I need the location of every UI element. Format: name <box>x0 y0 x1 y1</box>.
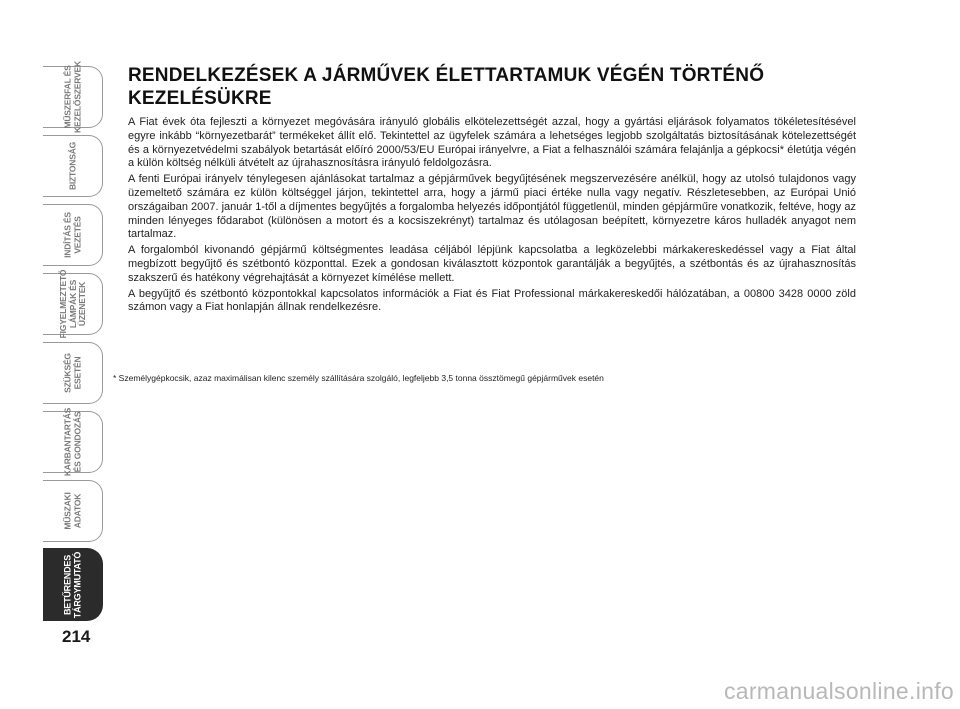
article <box>128 64 856 317</box>
article-title: RENDELKEZÉSEK A JÁRMŰVEK ÉLETTARTAMUK VÉGÉN TÖRTÉNŐ KEZELÉSÜKRE <box>128 65 765 109</box>
paragraph: A fenti Európai irányelv ténylegesen ajánlásokat tartalmaz a gépjárművek begyűjtésének megszervezésére anélkül, hogy az utolsó tulajdonos vagy üzemeltető számára ez külön költséggel járjon, tekintettel arra, hogy a jármű piaci értéke nulla vagy negatív. Részletesebben, az Európai Unió országaiban 2007. január 1-től a díjmentes begyűjtés a forgalomba helyezés időpontjától függetlenül, minden gépjárműre vonatkozik, feltéve, hogy az minden lényeges fődarabot (különösen a motort és a kocsiszekrényt) tartalmaz és utólagosan beépített, környezetre káros hulladék anyagot nem tartalmaz. <box>128 173 856 241</box>
tab-muszerfal[interactable] <box>43 61 103 133</box>
page-number: 214 <box>62 627 91 646</box>
paragraph: A forgalomból kivonandó gépjármű költségmentes leadása céljából lépjünk kapcsolatba a legközelebbi márkakereskedéssel vagy a Fiat által megbízott begyűjtő és szétbontó központtal. Ezek a gondosan kiválasztott központok garantálják a begyűjtés, a szétbontás és az újrahasznosítás szakszerű és hatékony végrehajtását a környezet kímélése mellett. <box>128 244 856 284</box>
tab-szukseg[interactable] <box>43 342 103 404</box>
watermark: carmanualsonline.info <box>723 678 954 704</box>
footnote: * Személygépkocsik, azaz maximálisan kilenc személy szállítására szolgáló, legfeljebb 3,5 tonna össztömegű gépjárművek esetén <box>113 373 604 383</box>
tab-label: SZÜKSÉG ESETÉN <box>62 353 82 393</box>
paragraph: A begyűjtő és szétbontó központokkal kapcsolatos információk a Fiat és Fiat Professional márkakereskedői hálózatában, a 00800 3428 0000 zöld számon vagy a Fiat honlapján állnak rendelkezésre. <box>128 287 856 314</box>
tab-label: KARBANTARTÁS ÉS GONDOZÁS <box>62 407 82 477</box>
tab-muszaki-adatok[interactable] <box>43 480 103 542</box>
tab-karbantartas[interactable] <box>43 407 103 477</box>
tab-label: BIZTONSÁG <box>66 141 77 191</box>
paragraph: A Fiat évek óta fejleszti a környezet megóvására irányuló globális elkötelezettségét azzal, hogy a gyártási eljárások folyamatos tökéletesítésével egyre inkább “környezetbarát” termékeket állít elő. Tekintettel az ügyfelek számára a lehetséges legjobb szolgáltatás biztosításának kötelezettségét és a környezetvédelmi szabályok betartását előíró 2000/53/EU Európai irányelvre, a Fiat a felhasználói számára felajánlja a gépkocsi* életútja végén a külön költség nélküli átvételt az újrahasznosításra irányuló feldolgozásra. <box>128 116 856 170</box>
tab-label: MŰSZAKI ADATOK <box>62 492 82 530</box>
tab-biztonsag[interactable] <box>43 135 103 197</box>
tab-label: INDÍTÁS ÉS VEZETÉS <box>62 212 82 258</box>
tab-figyelmezteto[interactable] <box>43 269 103 339</box>
tab-inditas[interactable] <box>43 204 103 266</box>
tab-betűrendes-targymutato[interactable] <box>43 548 103 621</box>
tab-label: FIGYELMEZTETŐ LÁMPÁK ÉS ÜZENETEK <box>57 269 87 339</box>
chapter-sidebar <box>43 61 103 621</box>
tab-label: MŰSZERFAL ÉS KEZELŐSZERVEK <box>62 61 82 133</box>
tab-label: BETŰRENDES TÁRGYMUTATÓ <box>62 551 82 618</box>
